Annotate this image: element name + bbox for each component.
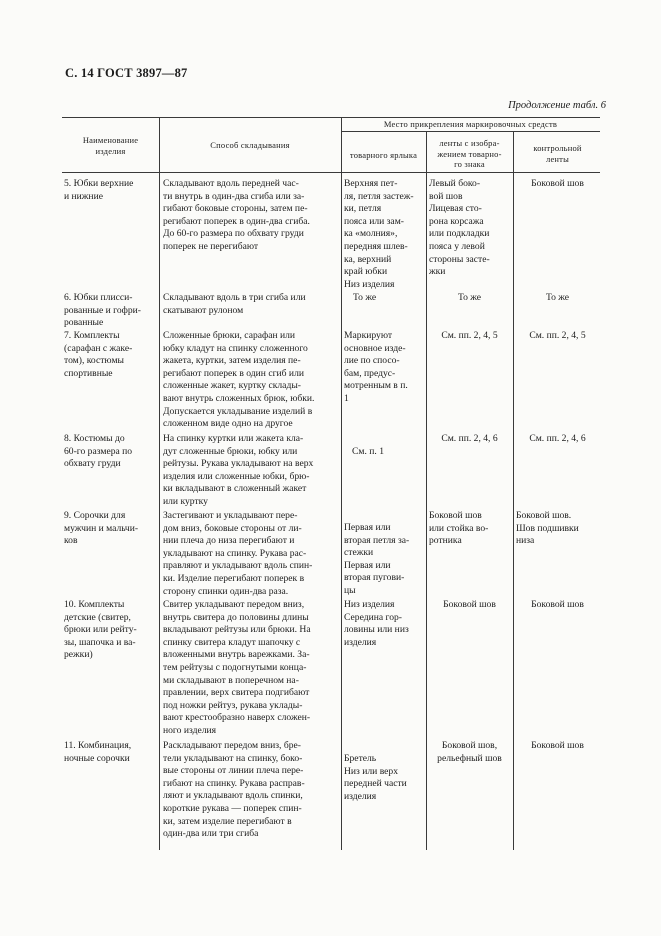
- row-8-method: На спинку куртки или жакета кла- дут сложенные брюки, юбку или рейтузы. Рукава укладывают на верх изделия или сложенные юбки, брю- ки вкладывают в сложенный жакет или куртку: [163, 433, 314, 507]
- row-11-control-tape: Боковой шов: [531, 740, 584, 751]
- row-8-tag: См. п. 1: [352, 446, 384, 457]
- row-10-tape-image: Боковой шов: [443, 599, 496, 610]
- row-7-control-tape: См. пп. 2, 4, 5: [529, 330, 586, 341]
- row-9-control-tape: Боковой шов. Шов подшивки низа: [516, 510, 579, 547]
- table-header-rule: [62, 172, 600, 173]
- row-6-method: Складывают вдоль в три сгиба или скатывают рулоном: [163, 292, 306, 316]
- row-6-control-tape: То же: [545, 292, 570, 303]
- header-control-tape: контрольной ленты: [533, 143, 582, 164]
- table-continuation-label: Продолжение табл. 6: [508, 100, 606, 111]
- column-divider-2: [341, 117, 342, 850]
- column-divider-4: [513, 131, 514, 850]
- row-8-tape-image: См. пп. 2, 4, 6: [441, 433, 498, 444]
- row-9-tag: Первая или вторая петля за- стежки Первая или вторая пугови- цы: [344, 522, 410, 596]
- header-tape-image: ленты с изобра- жением товарно- го знака: [437, 138, 502, 169]
- row-6-tape-image: То же: [457, 292, 482, 303]
- row-6-item: 6. Юбки плисси- рованные и гофри- рованные: [64, 292, 141, 329]
- row-11-tag: Бретель Низ или верх передней части изделия: [344, 753, 407, 802]
- row-11-method: Раскладывают передом вниз, бре- тели укладывают на спинку, боко- вые стороны от линии плеча пере- гибают на спинку. Рукава расправ- ляют и укладывают вдоль спинки, короткие рукава — поперек спин- ки, затем изделие перегибают в один-два или три сгиба: [163, 740, 305, 840]
- row-8-item: 8. Костюмы до 60-го размера по обхвату груди: [64, 433, 133, 470]
- row-10-item: 10. Комплекты детские (свитер, брюки или рейту- зы, шапочка и ва- режки): [64, 599, 137, 661]
- row-5-tape-image: Левый боко- вой шов Лицевая сто- рона корсажа или подкладки пояса у левой стороны засте- жки: [429, 178, 490, 278]
- header-method: Способ складывания: [210, 140, 290, 150]
- column-divider-3: [426, 131, 427, 850]
- row-7-tag: Маркируют основное изде- лие по спосо- бам, предус- мотренным в п. 1: [344, 330, 408, 404]
- row-8-control-tape: См. пп. 2, 4, 6: [529, 433, 586, 444]
- header-item: Наименование изделия: [82, 135, 139, 156]
- header-placement: Место прикрепления маркировочных средств: [383, 119, 558, 129]
- header-tag: товарного ярлыка: [349, 150, 418, 160]
- row-7-item: 7. Комплекты (сарафан с жаке- том), костюмы спортивные: [64, 330, 133, 379]
- row-5-control-tape: Боковой шов: [531, 178, 584, 189]
- row-6-tag: То же: [353, 292, 377, 303]
- row-11-item: 11. Комбинация, ночные сорочки: [64, 740, 132, 764]
- row-9-tape-image: Боковой шов или стойка во- ротника: [429, 510, 489, 547]
- row-7-tape-image: См. пп. 2, 4, 5: [441, 330, 498, 341]
- row-9-item: 9. Сорочки для мужчин и мальчи- ков: [64, 510, 139, 547]
- row-10-control-tape: Боковой шов: [531, 599, 584, 610]
- row-5-item: 5. Юбки верхние и нижние: [64, 178, 134, 202]
- row-11-tape-image: Боковой шов, рельефный шов: [437, 740, 502, 764]
- row-7-method: Сложенные брюки, сарафан или юбку кладут на спинку сложенного жакета, куртки, затем изделия пе- регибают поперек в один сгиб или сложенные жакет, куртку склады- вают внутрь сложенных брюк, юбки. Допускается укладывание изделий в сложенном виде одно на другое: [163, 330, 315, 430]
- page-header: С. 14 ГОСТ 3897—87: [65, 66, 188, 80]
- row-9-method: Застегивают и укладывают пере- дом вниз, боковые стороны от ли- нии плеча до низа перегибают и укладывают на спинку. Рукава рас- правляют и укладывают вдоль спин- ки. Изделие перегибают поперек в сторону спинки один-два раза.: [163, 510, 313, 597]
- row-5-method: Складывают вдоль передней час- ти внутрь в один-два сгиба или за- гибают боковые стороны, затем пе- регибают поперек в один-два сгиба. До 60-го размера по обхвату груди поперек не перегибают: [163, 178, 310, 252]
- row-10-tag: Низ изделия Середина гор- ловины или низ изделия: [344, 599, 409, 648]
- placement-header-rule: [341, 131, 600, 132]
- column-divider-1: [159, 117, 160, 850]
- row-10-method: Свитер укладывают передом вниз, внутрь свитера до половины длины вкладывают рейтузы или брюки. На спинку свитера кладут шапочку с вложенными внутрь варежками. За- тем рейтузы с подогнутыми конца- ми складывают в поперечном на- правлении, верх свитера подгибают под ножки рейтуз, рукава уклады- вают крестообразно наверх сложен- ного изделия: [163, 599, 311, 736]
- table-top-rule: [62, 117, 600, 118]
- row-5-tag: Верхняя пет- ля, петля застеж- ки, петля пояса или зам- ка «молния», передняя шлев- ка, верхний край юбки Низ изделия: [344, 178, 414, 290]
